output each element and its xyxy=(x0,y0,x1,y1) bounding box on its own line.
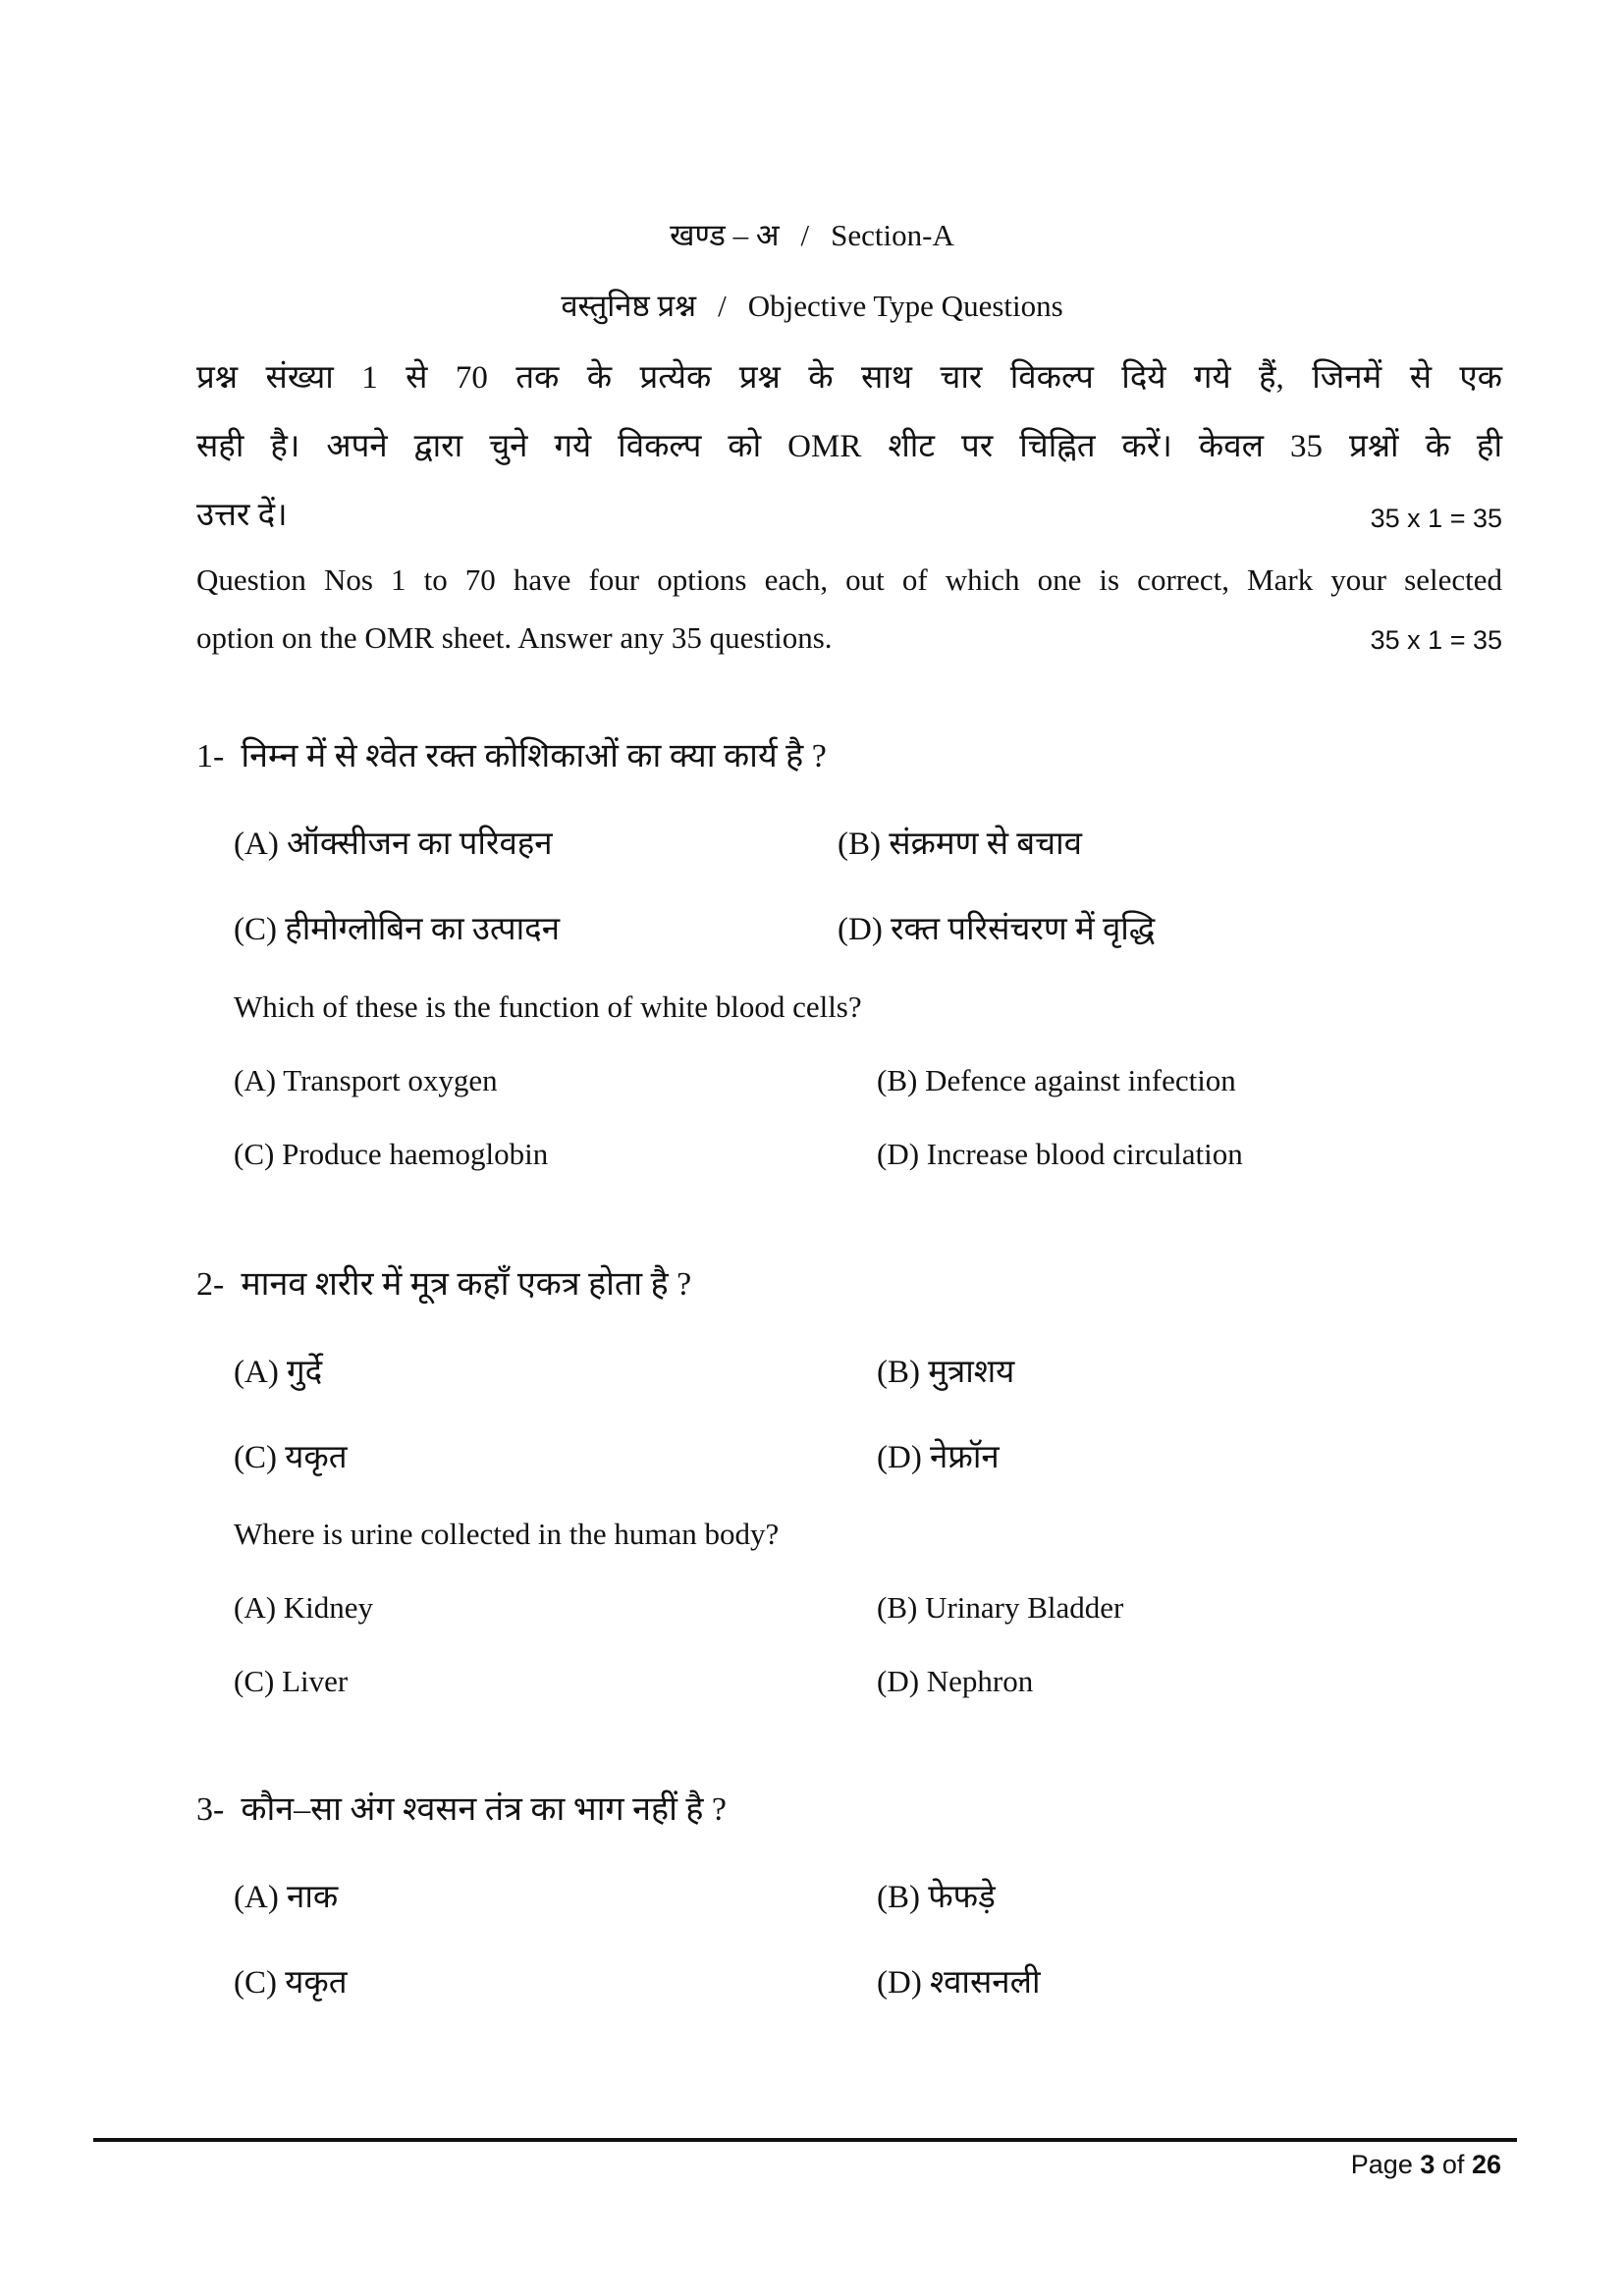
page-number-footer xyxy=(1351,2150,1501,2180)
q1-option-b-english[interactable]: (B) Defence against infection xyxy=(877,1063,1236,1097)
section-title-hindi: खण्ड – अ xyxy=(670,218,780,252)
instructions-hindi-line-3: उत्तर दें। xyxy=(196,498,288,533)
section-subtitle-separator: / xyxy=(718,289,727,323)
q2-option-b-hindi[interactable]: (B) मुत्राशय xyxy=(877,1355,1015,1390)
question-2-number: 2- xyxy=(196,1266,225,1303)
question-2-hindi xyxy=(196,1259,691,1305)
section-subtitle-hindi: वस्तुनिष्ठ प्रश्न xyxy=(561,289,697,323)
q1-option-d-hindi[interactable]: (D) रक्त परिसंचरण में वृद्धि xyxy=(838,912,1156,947)
question-3-number: 3- xyxy=(196,1791,225,1828)
question-3-hindi xyxy=(196,1785,727,1830)
q2-option-b-english[interactable]: (B) Urinary Bladder xyxy=(877,1590,1124,1625)
q1-option-a-english[interactable]: (A) Transport oxygen xyxy=(234,1063,498,1097)
q2-option-a-hindi[interactable]: (A) गुर्दे xyxy=(234,1355,323,1390)
q1-option-a-hindi[interactable]: (A) ऑक्सीजन का परिवहन xyxy=(234,827,553,862)
of-label: of xyxy=(1441,2150,1465,2179)
q2-option-c-hindi[interactable]: (C) यकृत xyxy=(234,1440,348,1475)
question-2-text-hindi: मानव शरीर में मूत्र कहाँ एकत्र होता है ? xyxy=(241,1266,692,1303)
section-title-english: Section-A xyxy=(831,218,954,252)
instructions-hindi-line-2: सही है। अपने द्वारा चुने गये विकल्प को OMR शीट पर चिह्नित करें। केवल 35 प्रश्नों के ही xyxy=(196,429,1502,464)
instructions-hindi-line-1: प्रश्न संख्या 1 से 70 तक के प्रत्येक प्रश्न के साथ चार विकल्प दिये गये हैं, जिनमें से एक xyxy=(196,360,1502,396)
q1-option-c-hindi[interactable]: (C) हीमोग्लोबिन का उत्पादन xyxy=(234,912,561,947)
page-label: Page xyxy=(1350,2150,1413,2179)
question-1-hindi xyxy=(196,731,827,776)
question-2-text-english: Where is urine collected in the human body? xyxy=(234,1517,780,1551)
section-subtitle-english: Objective Type Questions xyxy=(747,289,1063,323)
instructions-english-line-2: option on the OMR sheet. Answer any 35 questions. xyxy=(196,620,833,655)
section-title-separator: / xyxy=(800,218,810,252)
footer-divider xyxy=(93,2138,1517,2142)
q3-option-a-hindi[interactable]: (A) नाक xyxy=(234,1880,339,1915)
question-1-number: 1- xyxy=(196,738,225,774)
section-title xyxy=(0,214,1624,255)
q2-option-d-hindi[interactable]: (D) नेफ्रॉन xyxy=(877,1440,1000,1475)
section-subtitle xyxy=(0,285,1624,326)
q3-option-d-hindi[interactable]: (D) श्वासनली xyxy=(877,1965,1041,2001)
q1-option-b-hindi[interactable]: (B) संक्रमण से बचाव xyxy=(838,827,1082,862)
question-3-text-hindi: कौन–सा अंग श्वसन तंत्र का भाग नहीं है ? xyxy=(241,1791,728,1828)
total-pages: 26 xyxy=(1471,2150,1501,2179)
current-page-number: 3 xyxy=(1420,2150,1435,2179)
q3-option-b-hindi[interactable]: (B) फेफड़े xyxy=(877,1880,996,1915)
q2-option-c-english[interactable]: (C) Liver xyxy=(234,1664,349,1698)
q2-option-a-english[interactable]: (A) Kidney xyxy=(234,1590,374,1625)
question-1-text-english: Which of these is the function of white blood cells? xyxy=(234,989,862,1024)
instructions-hindi-marks: 35 x 1 = 35 xyxy=(1370,504,1502,533)
q3-option-c-hindi[interactable]: (C) यकृत xyxy=(234,1965,348,2001)
q2-option-d-english[interactable]: (D) Nephron xyxy=(877,1664,1034,1698)
instructions-english-line-1: Question Nos 1 to 70 have four options each, out of which one is correct, Mark your selected xyxy=(196,562,1502,597)
q1-option-c-english[interactable]: (C) Produce haemoglobin xyxy=(234,1137,549,1171)
instructions-english-marks: 35 x 1 = 35 xyxy=(1370,625,1502,655)
question-1-text-hindi: निम्न में से श्वेत रक्त कोशिकाओं का क्या कार्य है ? xyxy=(241,738,827,774)
q1-option-d-english[interactable]: (D) Increase blood circulation xyxy=(877,1137,1243,1171)
